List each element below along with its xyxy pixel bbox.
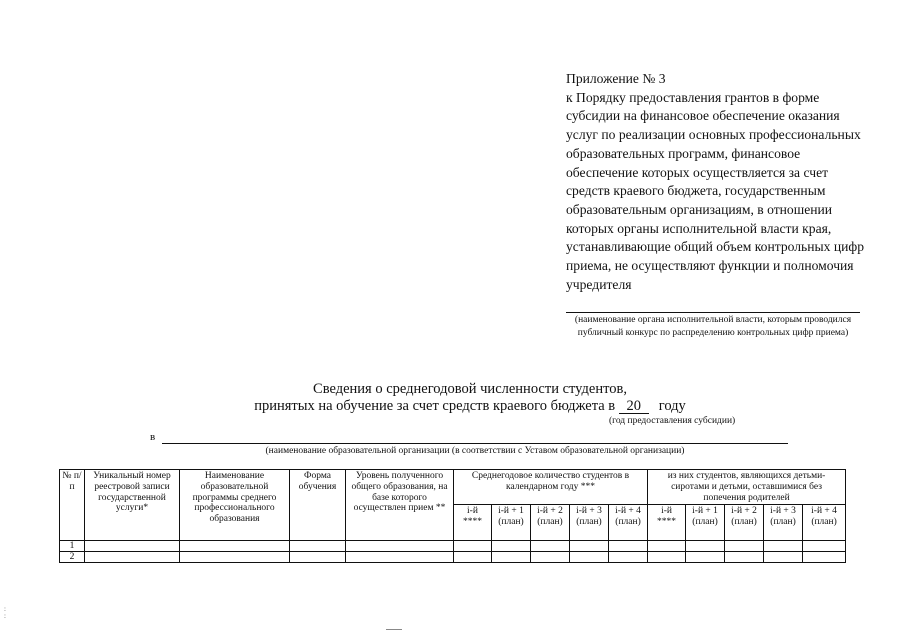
- year-col-i: i-й ****: [454, 505, 492, 541]
- organization-caption: (наименование образовательной организации (в соответствии с Уставом образовательной организации): [265, 446, 685, 456]
- year-col-i-plus-3: i-й + 3 (план): [570, 505, 609, 541]
- year-col-i-plus-2: i-й + 2 (план): [531, 505, 570, 541]
- students-table: [59, 469, 846, 563]
- year-field: 20: [619, 399, 649, 414]
- header-orphans: из них студентов, являющихся детьми-сиротами и детьми, оставшимися без попечения родителей: [648, 470, 846, 505]
- title-line-1: Сведения о среднегодовой численности студентов,: [313, 381, 627, 397]
- row-number: 1: [60, 541, 85, 552]
- document-title: [160, 381, 780, 415]
- authority-caption: (наименование органа исполнительной власти, которым проводился публичный конкурс по распределению контрольных цифр приема): [574, 315, 852, 338]
- orphans-col-i-plus-4: i-й + 4 (план): [803, 505, 846, 541]
- title-line-2-text: принятых на обучение за счет средств краевого бюджета в: [254, 398, 616, 414]
- annex-heading: Приложение № 3: [566, 71, 666, 86]
- organization-name-line: [162, 443, 788, 444]
- header-level: Уровень полученного общего образования, на базе которого осуществлен прием **: [346, 470, 454, 541]
- orphans-col-i-plus-2: i-й + 2 (план): [725, 505, 764, 541]
- scan-bottom-mark: [386, 629, 402, 630]
- organization-prefix: в: [150, 431, 156, 443]
- annex-block: [566, 70, 866, 294]
- annex-body: к Порядку предоставления грантов в форме субсидии на финансовое обеспечение оказания услуг по реализации основных профессиональных образовательных программ, финансовое обеспечение которых осуществляется за счет средств краевого бюджета, государственным образовательным организациям, в отношении которых органы исполнительной власти края, устанавливающие общий объем контрольных цифр приема, не осуществляют функции и полномочия учредителя: [566, 89, 864, 292]
- header-form: Форма обучения: [290, 470, 346, 541]
- year-caption: (год предоставления субсидии): [609, 416, 736, 426]
- orphans-col-i: i-й ****: [648, 505, 686, 541]
- table-row: [60, 541, 846, 552]
- header-number: № п/п: [60, 470, 85, 541]
- scan-margin-mark: : :: [4, 605, 6, 620]
- authority-name-line: [566, 312, 860, 313]
- year-col-i-plus-1: i-й + 1 (план): [492, 505, 531, 541]
- orphans-col-i-plus-1: i-й + 1 (план): [686, 505, 725, 541]
- title-line-2: [160, 398, 780, 415]
- orphans-col-i-plus-3: i-й + 3 (план): [764, 505, 803, 541]
- year-word: году: [658, 398, 686, 414]
- year-col-i-plus-4: i-й + 4 (план): [609, 505, 648, 541]
- table-header-row-1: [60, 470, 846, 505]
- header-average-count: Среднегодовое количество студентов в календарном году ***: [454, 470, 648, 505]
- header-registry: Уникальный номер реестровой записи государственной услуги*: [85, 470, 180, 541]
- table-row: [60, 552, 846, 563]
- row-number: 2: [60, 552, 85, 563]
- header-program: Наименование образовательной программы среднего профессионального образования: [180, 470, 290, 541]
